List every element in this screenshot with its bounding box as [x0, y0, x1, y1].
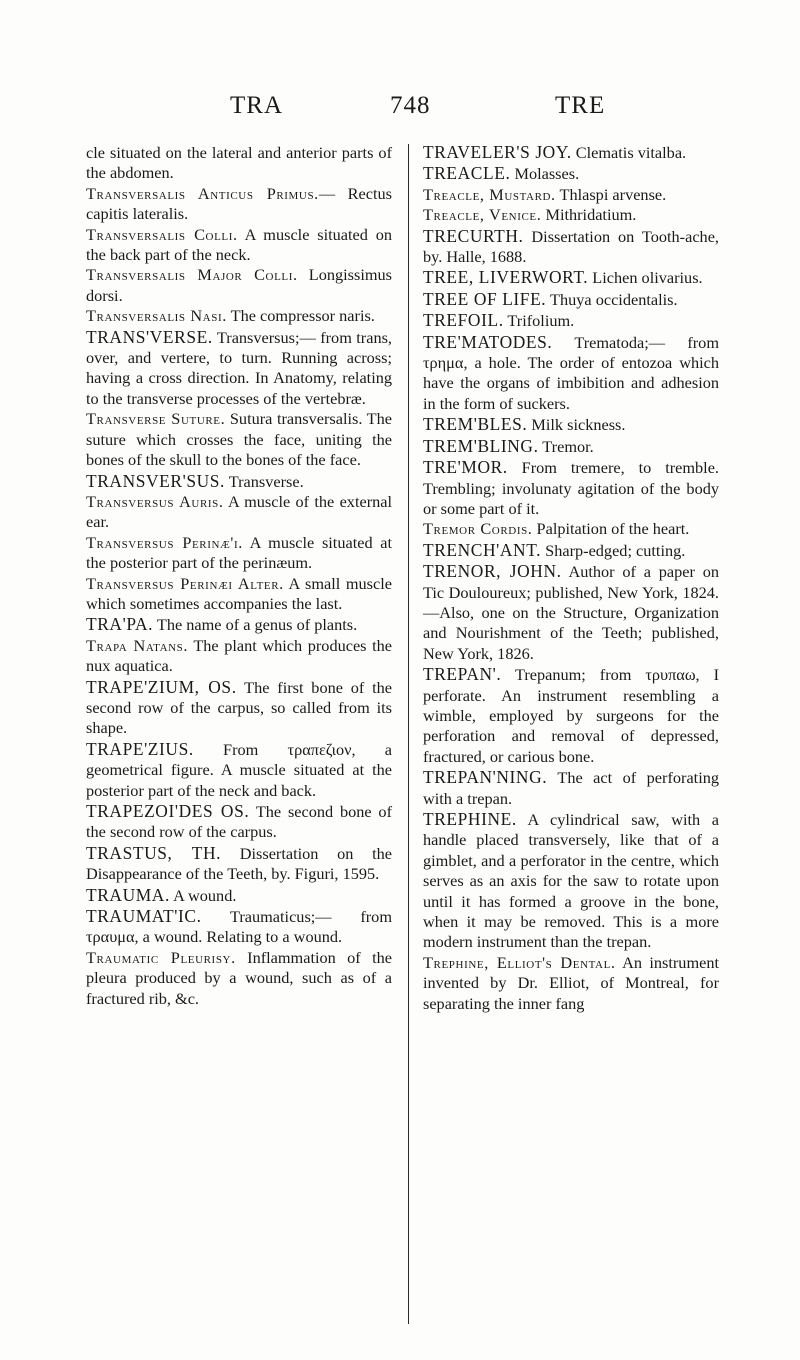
entry-definition: From τραπεζιον, a geometrical figure. A muscle situated at the posterior part of the neck and back. [86, 739, 392, 800]
entry-headword: TRA'PA. [86, 614, 154, 635]
entry-headword: TRAVELER'S JOY. [423, 142, 572, 162]
entry-headword: Transversalis Major Colli. [86, 265, 298, 285]
page-number: 748 [390, 92, 431, 119]
dictionary-entry [86, 885, 392, 906]
entry-headword: Traumatic Pleurisy. [86, 947, 236, 967]
entry-definition: The compressor naris. [226, 306, 375, 326]
dictionary-entry [423, 142, 719, 163]
entry-definition: Sutura transversalis. The suture which crosses the face, uniting the bones of the skull to the bones of the face. [86, 409, 392, 470]
entry-definition: Dissertation on the Disappearance of the Teeth, by. Figuri, 1595. [86, 843, 392, 884]
entry-definition: A muscle situated at the posterior part of the perinæum. [86, 532, 392, 573]
entry-headword: TREPAN'. [423, 664, 502, 685]
dictionary-entry [423, 205, 719, 225]
entry-definition: The second bone of the second row of the carpus. [86, 802, 392, 842]
dictionary-entry [86, 492, 392, 533]
dictionary-entry [423, 226, 719, 268]
dictionary-entry [423, 185, 719, 205]
dictionary-entry [423, 414, 719, 435]
entry-definition: Tremor. [538, 436, 594, 456]
entry-headword: Transversus Auris. [86, 491, 224, 511]
dictionary-entry [423, 809, 719, 953]
entry-definition: Molasses. [510, 164, 580, 184]
entry-headword: TREE, LIVERWORT. [423, 267, 589, 288]
entry-headword: TREM'BLING. [423, 435, 539, 456]
dictionary-entry [86, 265, 392, 306]
entry-headword: TRAUMA. [86, 884, 170, 905]
entry-definition: Transversus;— from trans, over, and vertere, to turn. Running across; having a cross direction. In Anatomy, relating to the transverse processes of the vertebræ. [86, 327, 392, 408]
entry-headword: TRASTUS, TH. [86, 842, 222, 863]
entry-headword: TRAPE'ZIUS. [86, 738, 194, 759]
entry-definition: cle situated on the lateral and anterior parts of the abdomen. [86, 143, 392, 183]
dictionary-entry [86, 843, 392, 885]
entry-definition: The plant which produces the nux aquatica. [86, 635, 392, 676]
dictionary-entry [86, 801, 392, 843]
entry-definition: Transverse. [224, 471, 304, 491]
entry-headword: TREE OF LIFE. [423, 288, 547, 309]
dictionary-entry [423, 267, 719, 288]
dictionary-entry [423, 767, 719, 809]
entry-headword: TRAUMAT'IC. [86, 906, 202, 927]
entry-definition: An instrument invented by Dr. Elliot, of Montreal, for separating the inner fang [423, 952, 719, 1013]
entry-headword: TREPHINE. [423, 809, 517, 829]
dictionary-entry [86, 142, 392, 184]
entry-definition: A wound. [169, 885, 237, 905]
entry-headword: Treacle, Mustard. [423, 184, 556, 204]
entry-headword: Transversus Perinæ'i. [86, 532, 243, 552]
dictionary-entry [423, 457, 719, 519]
running-head [150, 92, 690, 132]
dictionary-entry [86, 739, 392, 801]
entry-definition: Trematoda;— from τρημα, a hole. The order of entozoa which have the organs of imbibition and adhesion in the form of suckers. [423, 332, 719, 413]
entry-headword: TREFOIL. [423, 310, 504, 331]
entry-definition: A small muscle which sometimes accompanies the last. [86, 573, 392, 613]
entry-headword: Transverse Suture. [86, 409, 226, 429]
running-head-right-guide-word: TRE [555, 92, 606, 119]
dictionary-entry [86, 409, 392, 470]
entry-definition: Trepanum; from τρυπαω, I perforate. An instrument resembling a wimble, employed by surgeons for the perforation and removal of depressed, fractured, or carious bone. [423, 665, 719, 766]
entry-headword: TRE'MOR. [423, 457, 508, 478]
dictionary-entry [86, 636, 392, 677]
entry-definition: From tremere, to tremble. Trembling; involunaty agitation of the body or some part of it. [423, 458, 719, 518]
dictionary-entry [423, 953, 719, 1014]
entry-definition: — Rectus capitis lateralis. [86, 183, 392, 224]
entry-definition: Clematis vitalba. [571, 143, 687, 162]
entry-definition: The act of perforating with a trepan. [423, 768, 719, 808]
entry-definition: Inflammation of the pleura produced by a wound, such as of a fractured rib, &c. [86, 947, 393, 1008]
dictionary-entry [86, 533, 392, 574]
entry-headword: Treacle, Venice. [423, 205, 542, 225]
dictionary-entry [423, 540, 719, 561]
entry-headword: Tremor Cordis. [423, 519, 533, 539]
entry-headword: TRENCH'ANT. [423, 539, 542, 560]
entry-definition: A muscle situated on the back part of the neck. [86, 224, 393, 265]
dictionary-entry [86, 948, 392, 1009]
entry-definition: Thuya occidentalis. [546, 289, 678, 309]
entry-definition: Dissertation on Tooth-ache, by. Halle, 1688. [423, 226, 719, 267]
entry-definition: Thlaspi arvense. [555, 184, 667, 204]
entry-definition: Lichen olivarius. [588, 268, 703, 288]
column-divider [408, 144, 409, 1324]
entry-headword: TREPAN'NING. [423, 767, 548, 788]
entry-headword: TRANS'VERSE. [86, 326, 213, 347]
entry-definition: The first bone of the second row of the carpus, so called from its shape. [86, 677, 392, 738]
dictionary-entry [423, 561, 719, 664]
dictionary-entry [423, 332, 719, 415]
entry-headword: Transversus Perinæi Alter. [86, 573, 284, 593]
dictionary-entry [86, 574, 392, 615]
entry-definition: Milk sickness. [527, 415, 626, 435]
dictionary-entry [423, 163, 719, 184]
entry-headword: TRE'MATODES. [423, 331, 553, 352]
entry-headword: TRECURTH. [423, 225, 524, 246]
entry-definition: Palpitation of the heart. [532, 519, 690, 539]
dictionary-entry [423, 289, 719, 310]
dictionary-entry [423, 436, 719, 457]
entry-definition: Longissimus dorsi. [86, 265, 392, 305]
dictionary-entry [423, 310, 719, 331]
left-column [86, 142, 392, 1009]
dictionary-entry [86, 677, 392, 739]
dictionary-entry [423, 664, 719, 767]
entry-definition: Sharp-edged; cutting. [541, 540, 686, 560]
dictionary-entry [86, 225, 392, 266]
right-column [423, 142, 719, 1014]
running-head-left-guide-word: TRA [230, 92, 283, 119]
dictionary-entry [86, 306, 392, 326]
entry-definition: A muscle of the external ear. [86, 491, 393, 532]
entry-headword: TRAPE'ZIUM, OS. [86, 676, 237, 697]
entry-definition: Trifolium. [503, 311, 575, 331]
entry-headword: Trapa Natans. [86, 635, 189, 655]
entry-headword: Transversalis Colli. [86, 224, 238, 244]
entry-headword: TREACLE. [423, 163, 511, 184]
dictionary-entry [86, 327, 392, 410]
entry-definition: A cylindrical saw, with a handle placed transversely, like that of a gimblet, and a perforator in the centre, which serves as an axis for the saw to rotate upon until it has formed a groove in the bone, when it may be removed. This is a more modern instrument than the trepan. [423, 810, 719, 952]
entry-definition: The name of a genus of plants. [153, 615, 358, 635]
entry-headword: TRAPEZOI'DES OS. [86, 801, 250, 821]
entry-headword: TRENOR, JOHN. [423, 561, 562, 582]
entry-headword: Transversalis Anticus Primus. [86, 183, 319, 203]
dictionary-entry [423, 519, 719, 539]
dictionary-entry [86, 614, 392, 635]
dictionary-entry [86, 184, 392, 225]
entry-headword: Transversalis Nasi. [86, 306, 227, 326]
dictionary-entry [86, 471, 392, 492]
dictionary-entry [86, 906, 392, 948]
entry-definition: Author of a paper on Tic Douloureux; published, New York, 1824.—Also, one on the Structure, Organization and Nourishment of the Teeth; published, New York, 1826. [423, 562, 719, 663]
entry-definition: Mithridatium. [541, 205, 637, 225]
entry-headword: TREM'BLES. [423, 414, 528, 435]
entry-definition: Traumaticus;— from τραυμα, a wound. Relating to a wound. [86, 907, 392, 947]
entry-headword: Trephine, Elliot's Dental. [423, 952, 616, 972]
entry-headword: TRANSVER'SUS. [86, 470, 225, 491]
